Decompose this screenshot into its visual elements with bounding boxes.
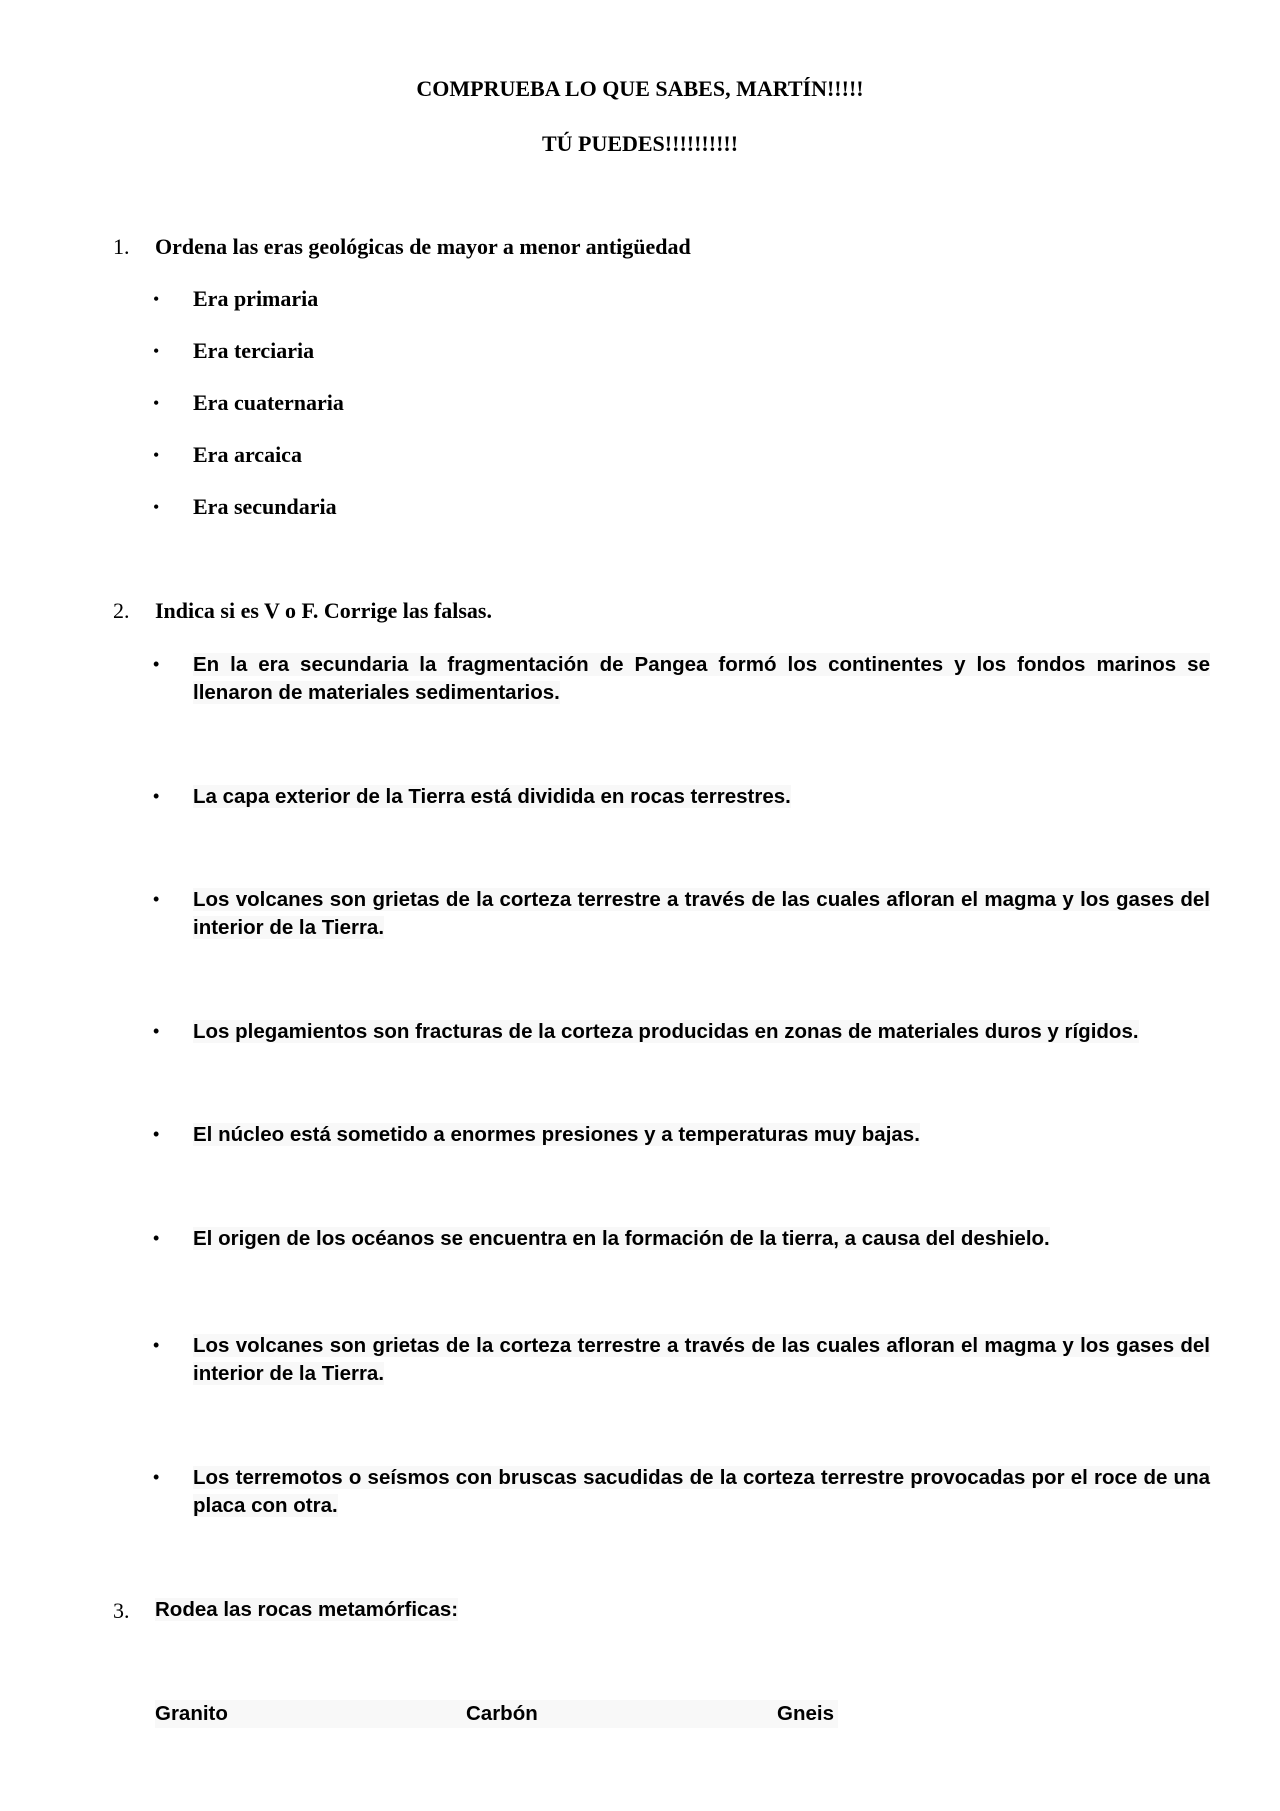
bullet: • <box>153 1467 160 1487</box>
rock-option-carbon[interactable]: Carbón <box>466 1700 777 1728</box>
rock-option-gneis[interactable]: Gneis <box>777 1700 838 1728</box>
bullet: • <box>153 786 160 806</box>
statement-item <box>193 651 1210 707</box>
question-3-number: 3. <box>113 1598 130 1623</box>
list-item: Era arcaica <box>193 442 302 467</box>
statement-item <box>193 1225 1210 1253</box>
statement-text: Los volcanes son grietas de la corteza terrestre a través de las cuales afloran el magma y los gases del interior de la Tierra. <box>193 1334 1210 1385</box>
question-2-number: 2. <box>113 598 130 623</box>
question-3-prompt <box>155 1598 458 1622</box>
bullet: • <box>153 497 160 517</box>
bullet: • <box>153 393 160 413</box>
bullet: • <box>153 1335 160 1355</box>
list-item: Era terciaria <box>193 338 315 363</box>
question-3-prompt-text: Rodea las rocas metamórficas: <box>155 1598 459 1621</box>
statement-text: Los plegamientos son fracturas de la corteza producidas en zonas de materiales duros y rígidos. <box>193 1020 1139 1043</box>
worksheet-title: COMPRUEBA LO QUE SABES, MARTÍN!!!!! <box>416 76 864 101</box>
statement-text: La capa exterior de la Tierra está dividida en rocas terrestres. <box>193 785 791 808</box>
question-1-prompt: Ordena las eras geológicas de mayor a menor antigüedad <box>155 234 691 259</box>
statement-item <box>193 783 1210 811</box>
rock-option-granito[interactable]: Granito <box>155 1700 466 1728</box>
statement-text: El núcleo está sometido a enormes presiones y a temperaturas muy bajas. <box>193 1123 920 1146</box>
bullet: • <box>153 289 160 309</box>
statement-item <box>193 1464 1210 1520</box>
bullet: • <box>153 1228 160 1248</box>
statement-item <box>193 1121 1210 1149</box>
list-item: Era cuaternaria <box>193 390 344 415</box>
bullet: • <box>153 654 160 674</box>
statement-text: Los terremotos o seísmos con bruscas sacudidas de la corteza terrestre provocadas por el roce de una placa con otra. <box>193 1466 1210 1517</box>
bullet: • <box>153 889 160 909</box>
bullet: • <box>153 1124 160 1144</box>
bullet: • <box>153 341 160 361</box>
statement-text: El origen de los océanos se encuentra en la formación de la tierra, a causa del deshielo. <box>193 1227 1050 1250</box>
question-1-number: 1. <box>113 234 130 259</box>
statement-item <box>193 1018 1210 1046</box>
statement-text: Los volcanes son grietas de la corteza terrestre a través de las cuales afloran el magma y los gases del interior de la Tierra. <box>193 888 1210 939</box>
statement-text: En la era secundaria la fragmentación de Pangea formó los continentes y los fondos marinos se llenaron de materiales sedimentarios. <box>193 653 1210 704</box>
worksheet-subtitle: TÚ PUEDES!!!!!!!!!! <box>541 131 739 156</box>
question-2-prompt: Indica si es V o F. Corrige las falsas. <box>155 598 492 623</box>
list-item: Era secundaria <box>193 494 337 519</box>
bullet: • <box>153 1021 160 1041</box>
list-item: Era primaria <box>193 286 319 311</box>
statement-item <box>193 1332 1210 1388</box>
statement-item <box>193 886 1210 942</box>
bullet: • <box>153 445 160 465</box>
